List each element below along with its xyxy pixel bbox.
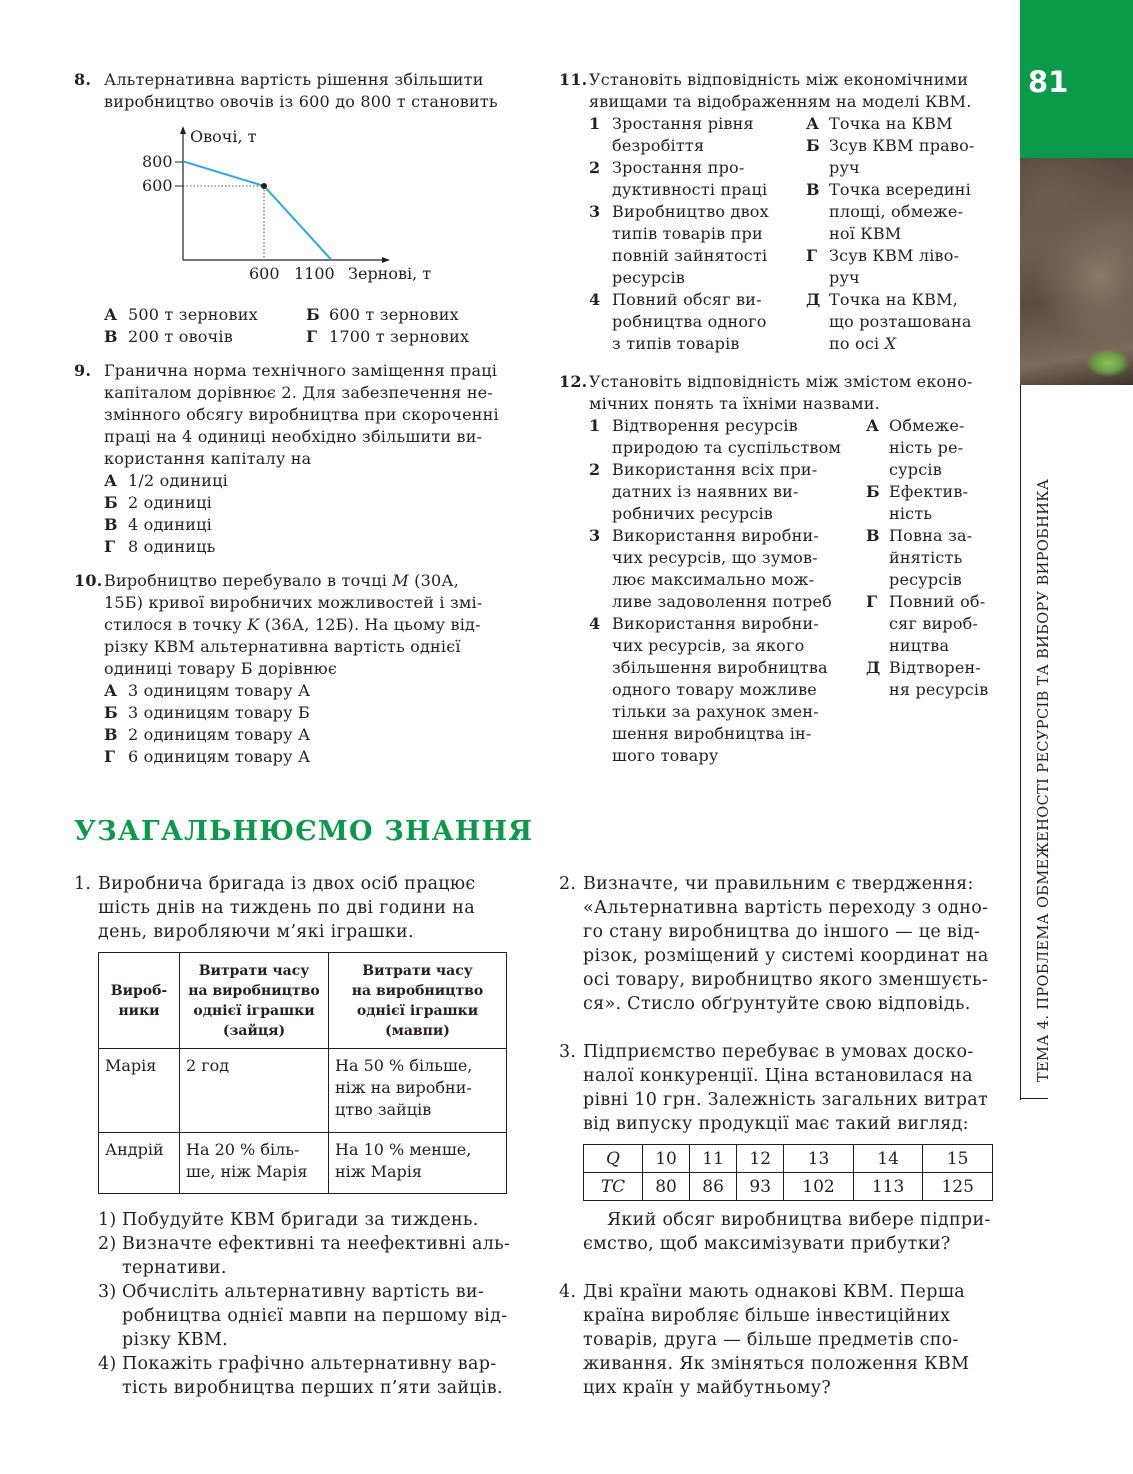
option-text: 200 т овочів (128, 327, 233, 346)
option-letter: А (104, 305, 118, 324)
match-right-text: що розташована (829, 312, 972, 331)
match-right-text: руч (829, 158, 860, 177)
match-right-text: площі, обмеже- (829, 202, 964, 221)
task-text-line: цих країн у майбутньому? (583, 1378, 832, 1398)
subtask-text: Побудуйте КВМ бригади за тиждень. (122, 1210, 479, 1230)
match-letter: А (806, 114, 820, 133)
table-cell (99, 1133, 180, 1194)
table-cell: 15 (923, 1145, 993, 1173)
cell-line: На 10 % менше, (335, 1140, 472, 1159)
match-number: 4 (589, 290, 601, 309)
task-number: 4. (559, 1282, 577, 1302)
header-line: на виробництво (188, 982, 320, 999)
option-text: 6 одиницям товару А (128, 747, 311, 766)
option-text: 3 одиницям товару А (128, 681, 311, 700)
task-text-line: Виробнича бригада із двох осіб працює (98, 874, 476, 894)
task-text-line: осі товару, виробництво якого зменшуєть- (583, 970, 989, 990)
task-text-line: різок, розміщений у системі координат на (583, 946, 989, 966)
question-text-line: капіталом дорівнює 2. Для забезпечення не- (104, 383, 493, 402)
y-axis-label: Овочі, т (190, 127, 257, 146)
table-row-tc (584, 1173, 993, 1201)
option-letter: В (104, 725, 118, 744)
option-letter: А (104, 681, 118, 700)
section-heading: УЗАГАЛЬНЮЄМО ЗНАННЯ (74, 816, 534, 847)
match-letter: Г (866, 592, 878, 611)
table-cell: 14 (853, 1145, 923, 1173)
axis-label-x: X (884, 334, 897, 353)
soil-sprout-photo (1020, 158, 1133, 385)
match-number: 4 (589, 614, 601, 633)
header-line: Вироб- (110, 982, 168, 999)
match-left-text: одного товару можливе (612, 680, 817, 699)
subtask-text: тість виробництва перших п’яти зайців. (122, 1378, 503, 1398)
option-text: 500 т зернових (128, 305, 258, 324)
table-row (99, 1049, 507, 1133)
match-left-text: ливе задоволення потреб (612, 592, 833, 611)
header-line: Витрати часу (362, 962, 473, 979)
text-span: по осі (829, 334, 885, 353)
table-header-cell (99, 953, 180, 1049)
table-cell: 11 (690, 1145, 737, 1173)
option-text: 2 одиниці (128, 493, 212, 512)
match-right-text: сурсів (889, 460, 942, 479)
match-letter: Д (806, 290, 821, 309)
subtask-text: тернативи. (122, 1258, 227, 1278)
question-text-line (104, 570, 459, 592)
question-text-line: праці на 4 одиниці необхідно збільшити ви- (104, 427, 483, 446)
option-letter: Б (104, 493, 118, 512)
match-left-text: Відтворення ресурсів (612, 416, 798, 435)
option-text: 3 одиницям товару Б (128, 703, 310, 722)
header-line: ники (118, 1002, 160, 1019)
match-left-text: типів товарів при (612, 224, 763, 243)
task-text-line: рівні 10 грн. Залежність загальних витрат (583, 1090, 989, 1110)
match-left-text: природою та суспільством (612, 438, 842, 457)
match-letter: В (806, 180, 820, 199)
y-axis-arrow (180, 126, 186, 134)
match-number: 2 (589, 460, 601, 479)
table-cell: 102 (784, 1173, 854, 1201)
match-left-text: повній зайнятості (612, 246, 768, 265)
option-letter: В (104, 327, 118, 346)
text-span: (36А, 12Б). На цьому від- (259, 615, 481, 634)
match-right-text: Точка на КВМ, (829, 290, 959, 309)
task-text-line: країна виробляє більше інвестиційних (583, 1306, 951, 1326)
match-letter: В (866, 526, 880, 545)
table-row-label: TC (584, 1173, 643, 1201)
match-left-text: чих ресурсів, за якого (612, 636, 805, 655)
match-left-text: Зростання про- (612, 158, 745, 177)
match-number: 1 (589, 114, 601, 133)
subtask-text: робництва однієї мавпи на першому від- (122, 1306, 508, 1326)
match-right-text: ної КВМ (829, 224, 902, 243)
header-line: на виробництво (351, 982, 484, 999)
match-right-text: ність (889, 504, 933, 523)
question-text-line (104, 614, 481, 636)
match-right-text: ресурсів (889, 570, 963, 589)
option-text: 1/2 одиниці (128, 471, 228, 490)
question-text-line: Гранична норма технічного заміщення праці (104, 361, 498, 380)
text-span: Виробництво перебувало в точці (104, 571, 393, 590)
option-text: 600 т зернових (329, 305, 459, 324)
match-left-text: лює максимально мож- (612, 570, 815, 589)
option-letter: Б (306, 305, 320, 324)
table-cell (180, 1133, 329, 1194)
x-axis-label: Зернові, т (348, 264, 432, 283)
match-letter: А (866, 416, 880, 435)
table-row-q (584, 1145, 993, 1173)
subtask-number: 3) (98, 1282, 117, 1302)
task-text-line: го стану виробництва до іншого — це від- (583, 922, 981, 942)
option-text: 2 одиницям товару А (128, 725, 311, 744)
question-text-line: змінного обсягу виробництва при скороченні (104, 405, 499, 424)
match-right-text: Точка всередині (829, 180, 971, 199)
match-number: 3 (589, 202, 601, 221)
cell-line: Марія (105, 1056, 157, 1075)
side-divider (1020, 385, 1021, 1100)
table-cell: 113 (853, 1173, 923, 1201)
header-line: однієї іграшки (356, 1002, 479, 1019)
task-number: 2. (559, 874, 577, 894)
match-left-text: Зростання рівня (612, 114, 754, 133)
option-letter: В (104, 515, 118, 534)
task-text-line: Дві країни мають однакові КВМ. Перша (583, 1282, 966, 1302)
match-left-text: робництва одного (612, 312, 767, 331)
question-number: 9. (74, 361, 92, 380)
match-right-text: Відтворен- (889, 658, 981, 677)
option-letter: А (104, 471, 118, 490)
cell-line: цтво зайців (335, 1100, 432, 1119)
match-number: 2 (589, 158, 601, 177)
task-text-line: налої конкуренції. Ціна встановилася на (583, 1066, 973, 1086)
match-right-text: Ефектив- (889, 482, 969, 501)
point-label-m: M (392, 571, 409, 590)
header-line: (мавпи) (385, 1022, 450, 1039)
match-left-text: Виробництво двох (612, 202, 769, 221)
task-text-line: Який обсяг виробництва вибере підпри- (607, 1210, 991, 1230)
cell-line: ше, ніж Марія (186, 1162, 308, 1181)
question-number: 8. (74, 70, 92, 89)
match-left-text: чих ресурсів, що зумов- (612, 548, 818, 567)
subtask-text: Покажіть графічно альтернативну вар- (122, 1354, 497, 1374)
match-left-text: збільшення виробництва (612, 658, 828, 677)
subtask-text: різку КВМ. (122, 1330, 229, 1350)
table-cell (329, 1049, 507, 1133)
option-letter: Г (104, 537, 116, 556)
table-header-cell (329, 953, 507, 1049)
match-right-text: йнятість (889, 548, 963, 567)
match-right-text: ність ре- (889, 438, 964, 457)
subtask-text: Обчисліть альтернативну вартість ви- (122, 1282, 485, 1302)
cell-line: На 50 % більше, (335, 1056, 473, 1075)
subtask-text: Визначте ефективні та неефективні аль- (122, 1234, 511, 1254)
chapter-title-vertical: ТЕМА 4. ПРОБЛЕМА ОБМЕЖЕНОСТІ РЕСУРСІВ ТА ВИБОРУ ВИРОБНИКА (1036, 478, 1052, 1082)
table-cell: 93 (737, 1173, 784, 1201)
match-right-text: ня ресурсів (889, 680, 989, 699)
cell-line: ніж на виробни- (335, 1078, 472, 1097)
match-right-text: ництва (889, 636, 950, 655)
match-right-text: Точка на КВМ (829, 114, 953, 133)
task-text-line: «Альтернативна вартість переходу з одно- (583, 898, 989, 918)
task-text-line: Визначте, чи правильним є твердження: (583, 874, 974, 894)
table-cell: 12 (737, 1145, 784, 1173)
subtask-number: 2) (98, 1234, 117, 1254)
match-right-text: Зсув КВМ право- (829, 136, 975, 155)
match-left-text: робничих ресурсів (612, 504, 774, 523)
total-cost-table (583, 1144, 993, 1201)
cell-line: Андрій (105, 1140, 164, 1159)
option-text: 1700 т зернових (329, 327, 470, 346)
match-left-text: ресурсів (612, 268, 686, 287)
task-number: 1. (74, 874, 92, 894)
text-span: стилося в точку (104, 615, 248, 634)
ppf-point (261, 183, 267, 189)
question-text-line: 15Б) кривої виробничих можливостей і змі- (104, 593, 483, 612)
match-left-text: тільки за рахунок змен- (612, 702, 819, 721)
task-text-line: шість днів на тиждень по дві години на (98, 898, 475, 918)
task-text-line: живання. Як зміняться положення КВМ (583, 1354, 970, 1374)
match-letter: Б (866, 482, 880, 501)
match-left-text: датних із наявних ви- (612, 482, 799, 501)
y-tick-label: 800 (142, 152, 173, 171)
cell-line: ніж Марія (335, 1162, 422, 1181)
task-text-line: день, виробляючи м’які іграшки. (98, 922, 414, 942)
table-cell: 125 (923, 1173, 993, 1201)
question-number: 10. (74, 571, 103, 590)
match-right-text (829, 333, 896, 355)
ppf-chart (130, 120, 450, 290)
header-line: однієї іграшки (193, 1002, 315, 1019)
task-text-line: від випуску продукції має такий вигляд: (583, 1114, 969, 1134)
table-header-row (99, 953, 507, 1049)
match-right-text: сяг вироб- (889, 614, 979, 633)
option-text: 4 одиниці (128, 515, 212, 534)
match-right-text: Повний об- (889, 592, 986, 611)
table-cell (329, 1133, 507, 1194)
x-tick-label: 600 (249, 264, 280, 283)
header-line: Витрати часу (198, 962, 310, 979)
question-text-line: виробництво овочів із 600 до 800 т становить (104, 92, 498, 111)
x-tick-label: 1100 (294, 264, 335, 283)
table-cell: 86 (690, 1173, 737, 1201)
match-left-text: Використання всіх при- (612, 460, 818, 479)
match-left-text: безробіття (612, 136, 705, 155)
table-cell: 80 (643, 1173, 690, 1201)
table-header-cell (180, 953, 329, 1049)
match-left-text: Використання виробни- (612, 614, 819, 633)
match-left-text: Повний обсяг ви- (612, 290, 762, 309)
match-left-text: дуктивності праці (612, 180, 768, 199)
match-left-text: Використання виробни- (612, 526, 819, 545)
task-text-line: Підприємство перебуває в умовах доско- (583, 1042, 974, 1062)
subtask-number: 4) (98, 1354, 117, 1374)
ppf-curve (183, 161, 332, 260)
task-text-line: товарів, друга — більше предметів спо- (583, 1330, 959, 1350)
task-text-line: ся». Стисло обґрунтуйте свою відповідь. (583, 994, 971, 1014)
match-right-text: Обмеже- (889, 416, 965, 435)
table-row (99, 1133, 507, 1194)
page-number: 81 (1028, 65, 1069, 99)
side-divider-tick (1020, 1098, 1048, 1099)
option-letter: Б (104, 703, 118, 722)
text-span: (30А, (408, 571, 459, 590)
question-text-line: Альтернативна вартість рішення збільшити (104, 70, 484, 89)
option-letter: Г (306, 327, 318, 346)
point-label-k: K (247, 615, 260, 634)
option-letter: Г (104, 747, 116, 766)
match-number: 1 (589, 416, 601, 435)
question-text-line: мічних понять та їхніми назвами. (589, 394, 880, 413)
question-text-line: явищами та відображенням на моделі КВМ. (589, 92, 972, 111)
match-right-text: Зсув КВМ ліво- (829, 246, 960, 265)
header-line: (зайця) (222, 1022, 286, 1039)
option-text: 8 одиниць (128, 537, 216, 556)
table-cell: 13 (784, 1145, 854, 1173)
cell-line: 2 год (186, 1056, 230, 1075)
table-cell (99, 1049, 180, 1133)
match-left-text: шого товару (612, 746, 719, 765)
y-tick-label: 600 (142, 176, 173, 195)
table-cell: 10 (643, 1145, 690, 1173)
x-axis-arrow (382, 257, 390, 263)
table-cell (180, 1049, 329, 1133)
task-text-line: ємство, щоб максимізувати прибутки? (583, 1234, 951, 1254)
question-number: 12. (559, 372, 588, 391)
match-right-text: руч (829, 268, 860, 287)
match-left-text: шення виробництва ін- (612, 724, 812, 743)
match-right-text: Повна за- (889, 526, 973, 545)
question-text-line: користання капіталу на (104, 449, 312, 468)
match-letter: Г (806, 246, 818, 265)
production-time-table (98, 952, 507, 1194)
question-text-line: Установіть відповідність між економічними (589, 70, 969, 89)
subtask-number: 1) (98, 1210, 117, 1230)
cell-line: На 20 % біль- (186, 1140, 300, 1159)
question-text-line: Установіть відповідність між змістом еконо- (589, 372, 973, 391)
question-text-line: різку КВМ альтернативна вартість однієї (104, 637, 461, 656)
match-letter: Д (866, 658, 881, 677)
question-text-line: одиниці товару Б дорівнює (104, 659, 337, 678)
match-number: 3 (589, 526, 601, 545)
table-row-label: Q (584, 1145, 643, 1173)
match-left-text: з типів товарів (612, 334, 740, 353)
task-number: 3. (559, 1042, 577, 1062)
question-number: 11. (559, 70, 588, 89)
match-letter: Б (806, 136, 820, 155)
